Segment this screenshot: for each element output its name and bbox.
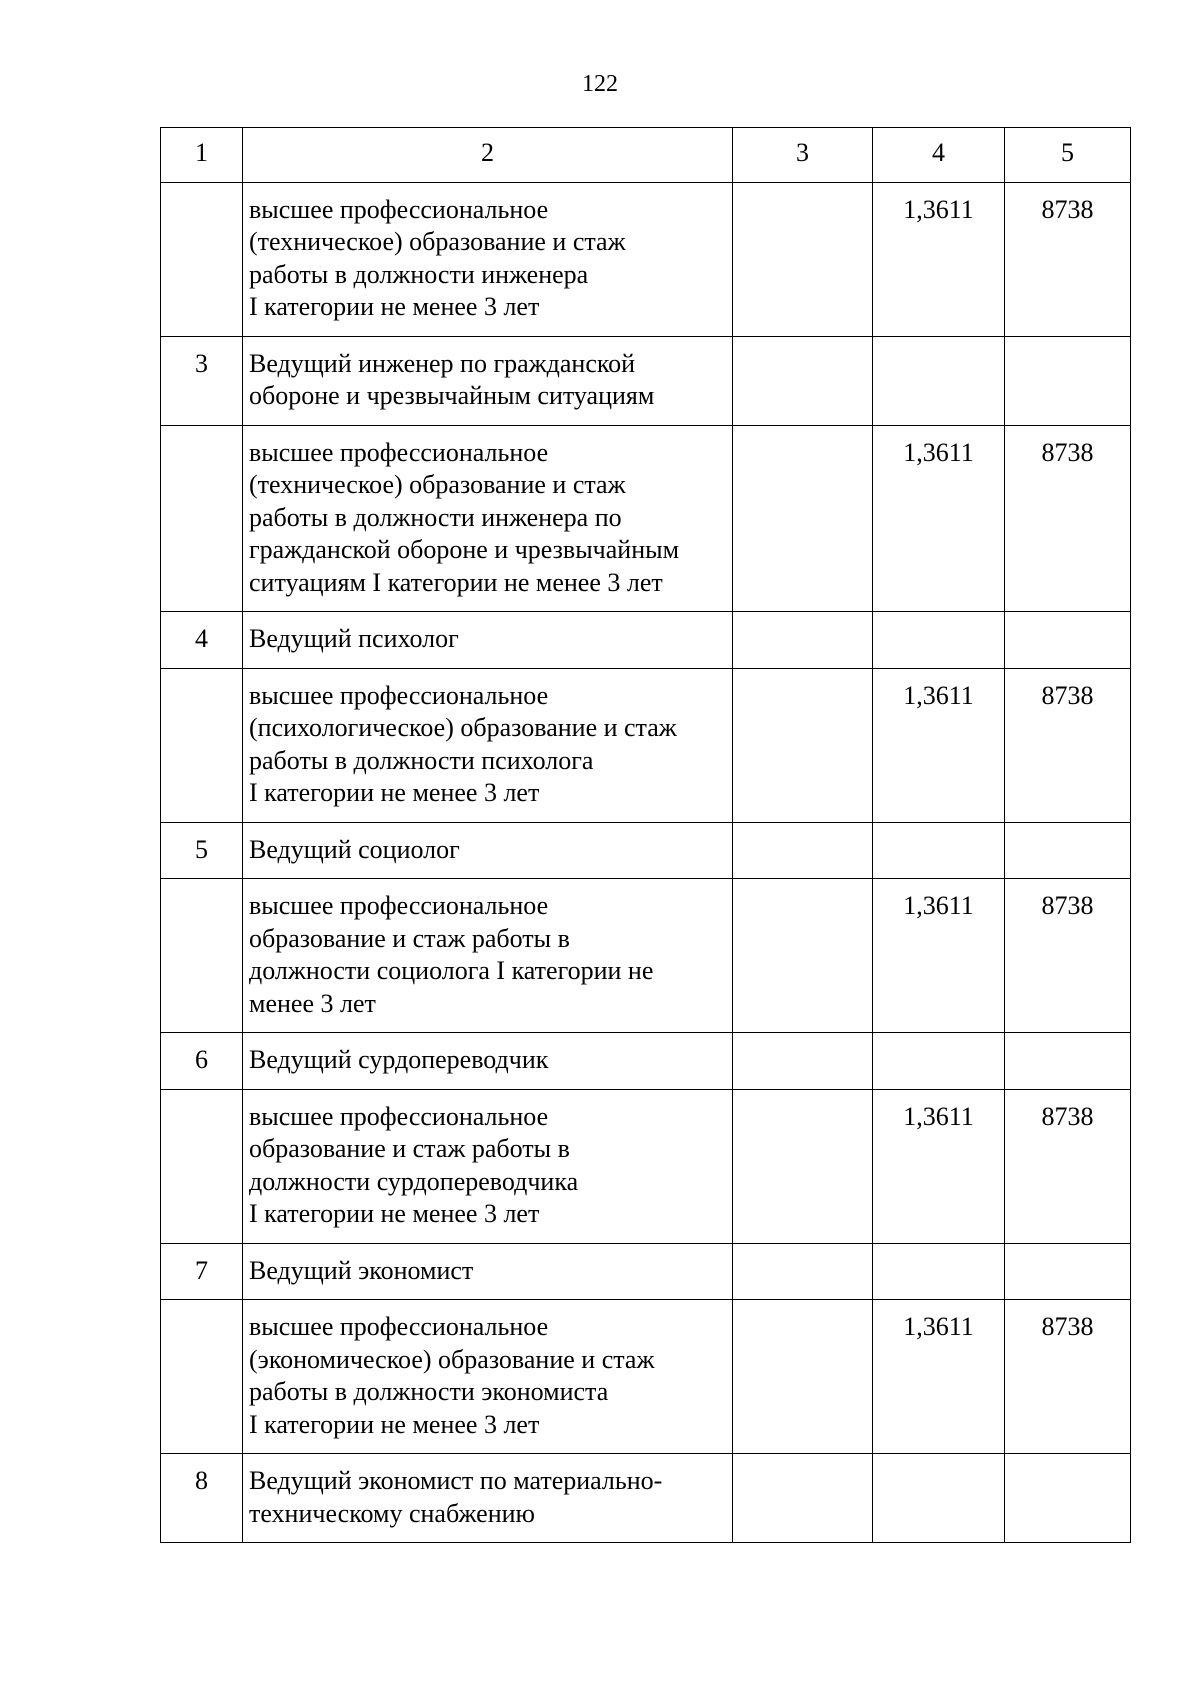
position-description-cell: высшее профессиональное образование и стаж работы в должности социолога I категории не менее 3 лет xyxy=(243,879,733,1033)
row-number-cell: 5 xyxy=(161,822,243,879)
table-row xyxy=(161,1089,1131,1243)
table-row xyxy=(161,1033,1131,1090)
column-3-cell xyxy=(733,182,873,336)
position-description-cell: высшее профессиональное (техническое) образование и стаж работы в должности инженера по гражданской обороне и чрезвычайным ситуациям I категории не менее 3 лет xyxy=(243,425,733,612)
salary-cell: 8738 xyxy=(1005,668,1131,822)
table-row xyxy=(161,336,1131,425)
table-header-row xyxy=(161,128,1131,183)
coefficient-cell: 1,3611 xyxy=(873,668,1005,822)
column-header: 1 xyxy=(161,128,243,183)
row-number-cell xyxy=(161,1089,243,1243)
position-description-cell: Ведущий психолог xyxy=(243,612,733,669)
table-row xyxy=(161,1243,1131,1300)
column-3-cell xyxy=(733,879,873,1033)
position-description-cell: Ведущий экономист по материально- техническому снабжению xyxy=(243,1454,733,1543)
coefficient-cell: 1,3611 xyxy=(873,1300,1005,1454)
salary-cell: 8738 xyxy=(1005,879,1131,1033)
row-number-cell xyxy=(161,182,243,336)
salary-cell: 8738 xyxy=(1005,182,1131,336)
table-row xyxy=(161,1454,1131,1543)
table-row xyxy=(161,822,1131,879)
qualification-table xyxy=(160,127,1131,1543)
column-header: 4 xyxy=(873,128,1005,183)
column-header: 5 xyxy=(1005,128,1131,183)
row-number-cell: 3 xyxy=(161,336,243,425)
row-number-cell xyxy=(161,1300,243,1454)
row-number-cell: 8 xyxy=(161,1454,243,1543)
column-3-cell xyxy=(733,1033,873,1090)
coefficient-cell xyxy=(873,1033,1005,1090)
column-3-cell xyxy=(733,425,873,612)
table-body xyxy=(161,128,1131,1543)
table-row xyxy=(161,668,1131,822)
table-row xyxy=(161,879,1131,1033)
position-description-cell: высшее профессиональное образование и стаж работы в должности сурдопереводчика I категории не менее 3 лет xyxy=(243,1089,733,1243)
row-number-cell xyxy=(161,879,243,1033)
position-description-cell: Ведущий сурдопереводчик xyxy=(243,1033,733,1090)
coefficient-cell xyxy=(873,822,1005,879)
position-description-cell: Ведущий инженер по гражданской обороне и чрезвычайным ситуациям xyxy=(243,336,733,425)
table-row xyxy=(161,182,1131,336)
row-number-cell xyxy=(161,425,243,612)
table-row xyxy=(161,1300,1131,1454)
coefficient-cell xyxy=(873,336,1005,425)
coefficient-cell: 1,3611 xyxy=(873,425,1005,612)
column-3-cell xyxy=(733,822,873,879)
position-description-cell: Ведущий экономист xyxy=(243,1243,733,1300)
column-3-cell xyxy=(733,612,873,669)
coefficient-cell xyxy=(873,1454,1005,1543)
position-description-cell: Ведущий социолог xyxy=(243,822,733,879)
salary-cell: 8738 xyxy=(1005,425,1131,612)
position-description-cell: высшее профессиональное (психологическое) образование и стаж работы в должности психолога I категории не менее 3 лет xyxy=(243,668,733,822)
column-3-cell xyxy=(733,1300,873,1454)
salary-cell xyxy=(1005,336,1131,425)
coefficient-cell xyxy=(873,612,1005,669)
salary-cell: 8738 xyxy=(1005,1089,1131,1243)
table-row xyxy=(161,425,1131,612)
row-number-cell: 7 xyxy=(161,1243,243,1300)
salary-cell xyxy=(1005,1033,1131,1090)
salary-cell xyxy=(1005,1454,1131,1543)
salary-cell xyxy=(1005,1243,1131,1300)
column-3-cell xyxy=(733,1243,873,1300)
position-description-cell: высшее профессиональное (техническое) образование и стаж работы в должности инженера I категории не менее 3 лет xyxy=(243,182,733,336)
page-number: 122 xyxy=(582,71,618,97)
salary-cell xyxy=(1005,612,1131,669)
salary-cell: 8738 xyxy=(1005,1300,1131,1454)
column-header: 3 xyxy=(733,128,873,183)
column-3-cell xyxy=(733,668,873,822)
row-number-cell: 4 xyxy=(161,612,243,669)
row-number-cell: 6 xyxy=(161,1033,243,1090)
coefficient-cell: 1,3611 xyxy=(873,879,1005,1033)
coefficient-cell: 1,3611 xyxy=(873,182,1005,336)
row-number-cell xyxy=(161,668,243,822)
column-header: 2 xyxy=(243,128,733,183)
column-3-cell xyxy=(733,336,873,425)
coefficient-cell: 1,3611 xyxy=(873,1089,1005,1243)
column-3-cell xyxy=(733,1089,873,1243)
column-3-cell xyxy=(733,1454,873,1543)
position-description-cell: высшее профессиональное (экономическое) образование и стаж работы в должности экономиста I категории не менее 3 лет xyxy=(243,1300,733,1454)
salary-cell xyxy=(1005,822,1131,879)
table-row xyxy=(161,612,1131,669)
coefficient-cell xyxy=(873,1243,1005,1300)
